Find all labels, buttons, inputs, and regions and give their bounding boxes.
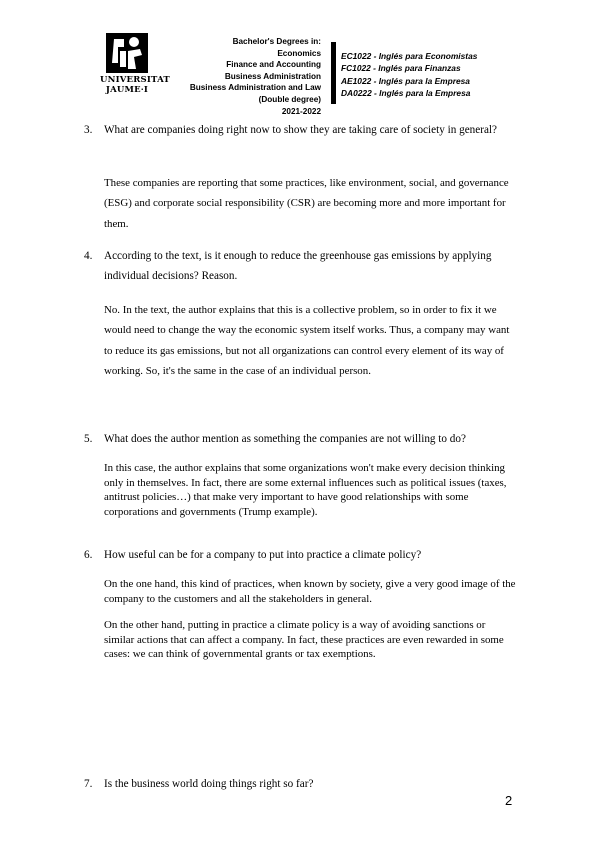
university-logo-icon xyxy=(106,33,148,73)
question-text: What are companies doing right now to show they are taking care of society in general? xyxy=(104,124,497,136)
question-4 xyxy=(84,246,516,286)
question-text: What does the author mention as something the companies are not willing to do? xyxy=(104,433,466,445)
logo-text-line2: JAUME·I xyxy=(105,85,149,95)
course-code: AE1022 - Inglés para la Empresa xyxy=(341,75,470,86)
degree-line: Finance and Accounting xyxy=(226,60,321,70)
page-number: 2 xyxy=(505,793,513,808)
course-code: FC1022 - Inglés para Finanzas xyxy=(341,63,461,74)
question-5 xyxy=(84,429,516,449)
question-number: 7. xyxy=(84,778,93,790)
answer-5 xyxy=(104,461,518,519)
answer-paragraph: On the one hand, this kind of practices, when known by society, give a very good image of the company to the customers and all the stakeholders in general. xyxy=(104,578,516,605)
course-codes xyxy=(341,50,477,100)
answer-paragraph: On the other hand, putting in practice a climate policy is a way of avoiding sanctions or similar actions that can affect a company. In fact, these practices are even rewarded in some cases: we can think of governmental grants or tax exemptions. xyxy=(104,619,504,660)
logo-text-line1: UNIVERSITAT xyxy=(100,75,170,85)
answer-paragraph: No. In the text, the author explains that this is a collective problem, so in order to fix it we would need to change the way the economic system itself works. Thus, a company may want to reduce its gas emissions, but not all organizations can control every element of its way of working. So, it's the same in the case of an individual person. xyxy=(104,304,510,377)
degree-line: Business Administration and Law xyxy=(189,83,321,93)
question-number: 3. xyxy=(84,124,93,136)
degree-list xyxy=(151,36,321,117)
degree-line: 2021-2022 xyxy=(281,106,321,116)
answer-paragraph: These companies are reporting that some practices, like environment, social, and governance (ESG) and corporate social responsibility (CSR) are becoming more and more important for them. xyxy=(104,177,509,230)
header-divider xyxy=(331,42,336,104)
university-logo xyxy=(100,33,170,99)
question-number: 5. xyxy=(84,433,93,445)
question-number: 4. xyxy=(84,250,93,262)
answer-6 xyxy=(104,577,518,662)
question-text: According to the text, is it enough to reduce the greenhouse gas emissions by applying individual decisions? Reason. xyxy=(104,250,492,282)
question-number: 6. xyxy=(84,549,93,561)
question-3 xyxy=(84,120,516,140)
question-7 xyxy=(84,774,516,794)
degree-line: (Double degree) xyxy=(258,94,321,104)
answer-3 xyxy=(104,173,518,234)
degree-line: Business Administration xyxy=(224,71,321,81)
question-text: How useful can be for a company to put into practice a climate policy? xyxy=(104,549,422,561)
question-6 xyxy=(84,545,516,565)
degree-line: Economics xyxy=(277,48,321,58)
answer-4 xyxy=(104,300,518,381)
course-code: DA0222 - Inglés para la Empresa xyxy=(341,88,471,99)
course-code: EC1022 - Inglés para Economistas xyxy=(341,51,478,61)
question-text: Is the business world doing things right so far? xyxy=(104,778,314,790)
answer-paragraph: In this case, the author explains that some organizations won't make every decision thinking only in themselves. In fact, there are some external influences such as political issues (taxes, antitrust policies…) that make very important to have good relationships with some corporations and governments (Trump example). xyxy=(104,462,507,518)
degree-line: Bachelor's Degrees in: xyxy=(232,37,321,46)
university-logo-text xyxy=(100,75,170,95)
